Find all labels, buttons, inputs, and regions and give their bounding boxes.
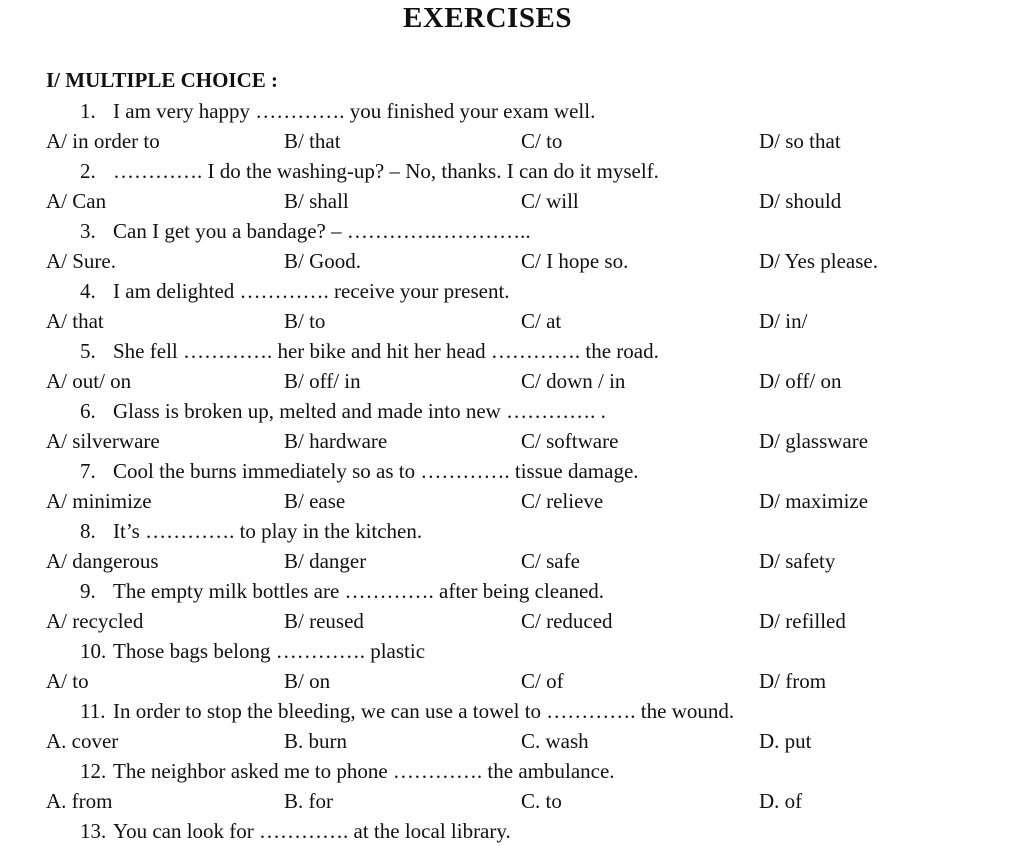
question-text: …………. I do the washing-up? – No, thanks. I can do it myself.: [113, 159, 659, 183]
option-d: D/ in/: [759, 309, 808, 333]
question-text: Glass is broken up, melted and made into new …………. .: [113, 399, 606, 423]
option-d: D/ should: [759, 189, 842, 213]
options-row-9: [0, 606, 1024, 636]
option-c: C/ software: [521, 429, 619, 453]
option-d: D/ from: [759, 669, 827, 693]
options-row-2: [0, 186, 1024, 216]
question-10: [0, 636, 1024, 666]
question-11: [0, 696, 1024, 726]
option-a: A/ to: [46, 669, 89, 693]
options-row-6: [0, 426, 1024, 456]
option-c: C. wash: [521, 729, 589, 753]
options-row-10: [0, 666, 1024, 696]
option-a: A/ that: [46, 309, 104, 333]
question-number: 10.: [80, 639, 107, 663]
option-d: D. of: [759, 789, 803, 813]
question-text: In order to stop the bleeding, we can use a towel to …………. the wound.: [113, 699, 735, 723]
option-a: A. cover: [46, 729, 119, 753]
options-row-11: [0, 726, 1024, 756]
page-title: EXERCISES: [403, 2, 572, 34]
question-8: [0, 516, 1024, 546]
question-number: 8.: [80, 519, 96, 543]
option-b: B. for: [284, 789, 333, 813]
option-a: A/ in order to: [46, 129, 160, 153]
option-b: B. burn: [284, 729, 347, 753]
question-number: 5.: [80, 339, 96, 363]
option-d: D/ safety: [759, 549, 836, 573]
option-d: D/ so that: [759, 129, 841, 153]
option-c: C/ down / in: [521, 369, 626, 393]
option-b: B/ shall: [284, 189, 349, 213]
question-number: 13.: [80, 819, 107, 843]
option-b: B/ Good.: [284, 249, 362, 273]
question-text: Those bags belong …………. plastic: [113, 639, 426, 663]
question-number: 3.: [80, 219, 96, 243]
question-number: 2.: [80, 159, 96, 183]
question-text: You can look for …………. at the local library.: [113, 819, 511, 843]
option-c: C/ relieve: [521, 489, 604, 513]
question-text: I am delighted …………. receive your present.: [113, 279, 510, 303]
option-d: D/ glassware: [759, 429, 869, 453]
option-b: B/ off/ in: [284, 369, 361, 393]
question-list: [0, 96, 1024, 846]
question-5: [0, 336, 1024, 366]
options-row-4: [0, 306, 1024, 336]
question-number: 7.: [80, 459, 96, 483]
option-c: C/ of: [521, 669, 564, 693]
question-text: The empty milk bottles are …………. after being cleaned.: [113, 579, 605, 603]
question-text: Can I get you a bandage? – ………….…………..: [113, 219, 531, 243]
option-b: B/ on: [284, 669, 331, 693]
option-c: C. to: [521, 789, 562, 813]
options-row-12: [0, 786, 1024, 816]
option-a: A/ Sure.: [46, 249, 116, 273]
option-a: A/ dangerous: [46, 549, 159, 573]
question-9: [0, 576, 1024, 606]
question-4: [0, 276, 1024, 306]
question-3: [0, 216, 1024, 246]
question-7: [0, 456, 1024, 486]
option-a: A/ recycled: [46, 609, 144, 633]
question-number: 4.: [80, 279, 96, 303]
question-text: The neighbor asked me to phone …………. the ambulance.: [113, 759, 615, 783]
option-a: A/ Can: [46, 189, 107, 213]
question-text: Cool the burns immediately so as to …………. tissue damage.: [113, 459, 639, 483]
question-number: 1.: [80, 99, 96, 123]
question-number: 6.: [80, 399, 96, 423]
question-12: [0, 756, 1024, 786]
options-row-7: [0, 486, 1024, 516]
option-a: A. from: [46, 789, 113, 813]
question-2: [0, 156, 1024, 186]
question-text: She fell …………. her bike and hit her head …………. the road.: [113, 339, 659, 363]
question-1: [0, 96, 1024, 126]
option-c: C/ reduced: [521, 609, 613, 633]
option-d: D/ maximize: [759, 489, 869, 513]
options-row-1: [0, 126, 1024, 156]
option-b: B/ to: [284, 309, 326, 333]
option-b: B/ hardware: [284, 429, 388, 453]
option-a: A/ out/ on: [46, 369, 132, 393]
option-b: B/ danger: [284, 549, 367, 573]
option-c: C/ I hope so.: [521, 249, 629, 273]
option-b: B/ reused: [284, 609, 364, 633]
option-c: C/ safe: [521, 549, 580, 573]
question-number: 12.: [80, 759, 107, 783]
options-row-3: [0, 246, 1024, 276]
options-row-5: [0, 366, 1024, 396]
options-row-8: [0, 546, 1024, 576]
question-6: [0, 396, 1024, 426]
option-c: C/ at: [521, 309, 562, 333]
section-heading: I/ MULTIPLE CHOICE :: [46, 68, 279, 92]
question-number: 11.: [80, 699, 106, 723]
option-c: C/ to: [521, 129, 563, 153]
question-number: 9.: [80, 579, 96, 603]
question-text: It’s …………. to play in the kitchen.: [113, 519, 423, 543]
option-d: D/ off/ on: [759, 369, 842, 393]
option-d: D/ Yes please.: [759, 249, 878, 273]
option-b: B/ ease: [284, 489, 346, 513]
option-b: B/ that: [284, 129, 341, 153]
option-a: A/ minimize: [46, 489, 152, 513]
option-c: C/ will: [521, 189, 579, 213]
question-13: [0, 816, 1024, 846]
option-a: A/ silverware: [46, 429, 160, 453]
option-d: D/ refilled: [759, 609, 846, 633]
option-d: D. put: [759, 729, 812, 753]
question-text: I am very happy …………. you finished your exam well.: [113, 99, 596, 123]
